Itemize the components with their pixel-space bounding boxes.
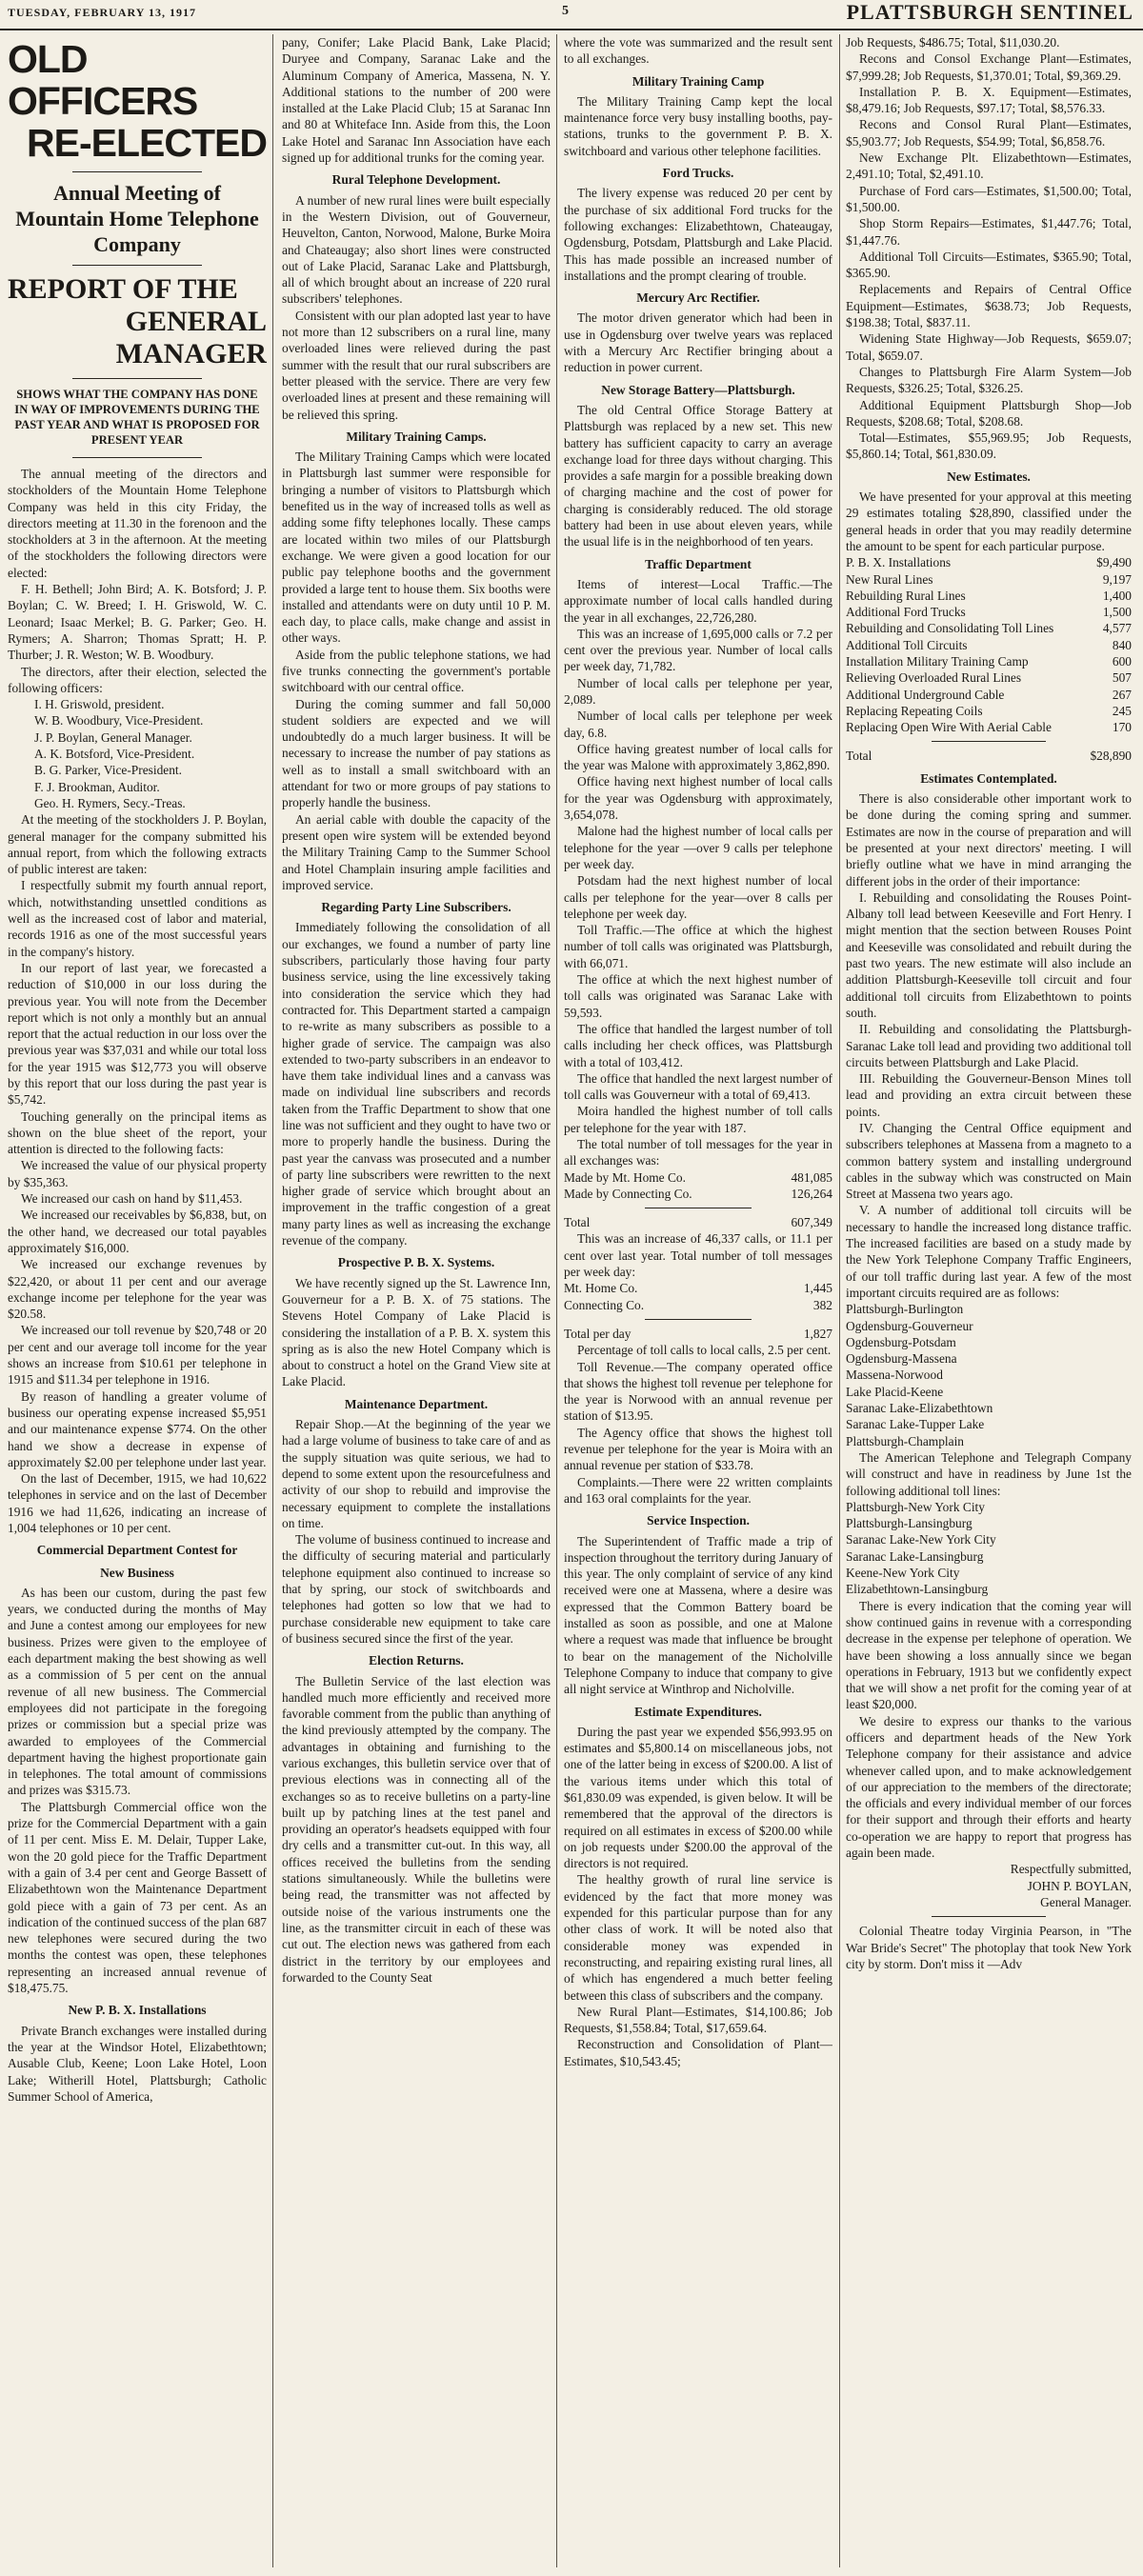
row-label: Rebuilding and Consolidating Toll Lines [846, 621, 1054, 636]
section-heading: Military Training Camp [632, 73, 765, 89]
row-label: Installation Military Training Camp [846, 653, 1029, 669]
paragraph: The livery expense was reduced 20 per cent by the purchase of six additional Ford trucks for the following exchanges: Elizabethtown, Chateaugay, Ogdensburg, Potsdam, Plattsburgh and Lake Placid. This has made possible an increased number of installations and the prompt clearing of trouble. [564, 186, 832, 283]
paragraph: IV. Changing the Central Office equipment and subscribers telephones at Massena from a magneto to a common battery system and installing underground cables in the subway which was constructed on Main Street at Massena two years ago. [846, 1121, 1132, 1202]
paragraph: II. Rebuilding and consolidating the Plattsburgh-Saranac Lake toll lead and providing two additional toll circuits between Plattsburgh and Lake Placid. [846, 1022, 1132, 1069]
row-value: 600 [1112, 653, 1132, 669]
list-item: Ogdensburg-Gouverneur [846, 1318, 973, 1333]
paragraph: Additional Toll Circuits—Estimates, $365.90; Total, $365.90. [846, 249, 1132, 281]
paragraph: We increased our receivables by $6,838, but, on the other hand, we decreased our total payables approximately $16,000. [8, 1208, 267, 1255]
paragraph: Repair Shop.—At the beginning of the year we had a large volume of business to take care of and as the supply situation was quite serious, we had to depend to some extent upon the resourcefulness and activity of our shop to rebuild and improvise the necessary equipment to complete the installations on time. [282, 1417, 551, 1530]
paragraph: Aside from the public telephone stations, we had five trunks connecting the government's portable switchboard with our central office. [282, 647, 551, 695]
row-label: Made by Connecting Co. [564, 1186, 692, 1201]
section-heading: Rural Telephone Development. [331, 172, 501, 188]
paragraph: On the last of December, 1915, we had 10,622 telephones in service and on the last of December 1916 we had 11,626, indicating an increase of 1,004 telephones or 10 per cent. [8, 1471, 267, 1535]
table-row [846, 604, 1132, 620]
masthead [0, 0, 1143, 30]
paragraph: Number of local calls per telephone per week day, 6.8. [564, 709, 832, 740]
table-row [846, 703, 1132, 719]
divider [645, 1319, 752, 1320]
row-label: P. B. X. Installations [846, 555, 952, 570]
paragraph: The directors, after their election, selected the following officers: [8, 664, 267, 695]
table-row [564, 1169, 832, 1186]
column-3 [564, 34, 832, 2567]
paragraph: We desire to express our thanks to the various officers and department heads of the New York Telephone company for their assistance and advice whenever called upon, and to make acknowledgement of our appreciation to the members of the directorate; the officials and every individual member of our forces for their support and through their efforts and hearty co-operation we are happy to report that progress has again been made. [846, 1713, 1132, 1861]
column-rule [839, 34, 840, 2567]
paragraph: We increased our cash on hand by $11,453. [21, 1191, 243, 1207]
list-item: Saranac Lake-Elizabethtown [846, 1401, 993, 1416]
list-item: Saranac Lake-Lansingburg [846, 1548, 984, 1564]
divider [932, 1916, 1046, 1917]
paragraph: The total number of toll messages for the year in all exchanges was: [564, 1137, 832, 1168]
paragraph: The volume of business continued to increase and the difficulty of securing material and particularly telephone equipment also continued to increase so that by spring, our stock of switchboards and telephones had gotten so low that we had to purchase considerable new equipment to take care of business secured since the first of the year. [282, 1532, 551, 1646]
paragraph: The Military Training Camp kept the local maintenance force very busy installing booths, pay-stations, trunks to the government P. B. X. switchboard and various other telephone facilities. [564, 93, 832, 158]
section-heading: Election Returns. [369, 1653, 464, 1668]
section-heading: Estimate Expenditures. [634, 1704, 762, 1719]
paragraph: Changes to Plattsburgh Fire Alarm System—Job Requests, $326.25; Total, $326.25. [846, 364, 1132, 396]
headline-deck: SHOWS WHAT THE COMPANY HAS DONE IN WAY OF IMPROVEMENTS DURING THE PAST YEAR AND WHAT IS PROPOSED FOR PRESENT YEAR [14, 388, 260, 447]
paragraph: Complaints.—There were 22 written complaints and 163 oral complaints for the year. [564, 1474, 832, 1506]
circuit-list [846, 1499, 1132, 1598]
list-item: Plattsburgh-Burlington [846, 1302, 964, 1317]
paragraph: New Exchange Plt. Elizabethtown—Estimates, 2,491.10; Total, $2,491.10. [846, 150, 1132, 182]
paragraph: Office having greatest number of local calls for the year was Malone with approximately 3,862,890. [564, 741, 832, 773]
paragraph: There is also considerable other important work to be done during the coming spring and summer. Estimates are now in the course of preparation and will be presented at your next directors' meeting. I will briefly outline what we have in mind arranging the different jobs in the order of their importance: [846, 791, 1132, 889]
row-label: Additional Underground Cable [846, 687, 1005, 702]
paragraph: This was an increase of 46,337 calls, or 11.1 per cent over last year. Total number of toll messages per week day: [564, 1231, 832, 1280]
paragraph: The Superintendent of Traffic made a trip of inspection throughout the territory during January of this year. The only complaint of service of any kind received were one at Massena, where a desire was expressed that the Common Battery board be installed as soon as possible, and one at Malone where a request was made that influence be brought to bear on the management of the Nicholville Telephone Company to induce that company to give all night service at Winthrop and Nicholville. [564, 1533, 832, 1697]
paragraph: The Plattsburgh Commercial office won the prize for the Commercial Department with a gain of 11 per cent. Miss E. M. Delair, Tupper Lake, won the 20 gold piece for the Traffic Department with a gain of 3.4 per cent and George Bassett of Elizabethtown won the Maintenance Department gold piece with a gain of 73 per cent. As an indication of the continued success of the plan 687 new telephones were secured during the two months the contest was open, these telephones representing an increased annual revenue of $18,475.75. [8, 1799, 267, 1996]
paragraph: Malone had the highest number of local calls per telephone for the year —over 9 calls per telephone per week day. [564, 824, 832, 871]
row-value: 9,197 [1102, 571, 1132, 587]
row-label: Relieving Overloaded Rural Lines [846, 670, 1022, 686]
paragraph: During the past year we expended $56,993.95 on estimates and $5,800.14 on miscellaneous jobs, not one of the latter being in excess of $200.00. A list of the various items under which this total of $61,830.09 was expended, is given below. It will be remembered that the approval of the directors is required on all estimates in excess of $200.00 while on job requests under $200.00 the approval of the directors is not required. [564, 1724, 832, 1871]
paragraph: Percentage of toll calls to local calls, 2.5 per cent. [577, 1343, 832, 1358]
paragraph: There is every indication that the coming year will show continued gains in revenue with a corresponding decrease in the expense per telephone of operation. We have been showing a loss annually since we began operations in February, 1913 but we confidently expect that we will show a net profit for the coming year of at least $20,000. [846, 1598, 1132, 1712]
paragraph: Private Branch exchanges were installed during the year at the Windsor Hotel, Elizabethtown; Ausable Club, Keene; Loon Lake Hotel, Loon Lake; Witherill Hotel, Plattsburgh; Catholic Summer School of America, [8, 2023, 267, 2104]
paragraph: V. A number of additional toll circuits will be necessary to handle the increased long distance traffic. The increased facilities are based on a study made by the New York Telephone Company Traffic Engineers, of our toll traffic during last year. A few of the most important circuits required are as follows: [846, 1203, 1132, 1300]
section-heading: New Business [100, 1565, 174, 1580]
paragraph: As has been our custom, during the past few years, we conducted during the months of May and June a contest among our employees for new business. Prizes were given to the employee of each department making the best showing as well as a commission of 5 per cent on the annual revenue of all new business. The Commercial employees did not participate in the foregoing prizes or commission but a special prize was awarded to employees of the Commercial department having the highest proportionate gain in telephones. The total amount of commissions and prizes was $315.73. [8, 1585, 267, 1798]
column-2 [282, 34, 551, 2567]
paragraph: I. Rebuilding and consolidating the Rouses Point-Albany toll lead between Keeseville and Fort Henry. I might mention that the section between Rouses Point and Keeseville was consolidated and rebuilt during the past two years. The new estimate will also include an addition Plattsburgh-Keeseville toll circuit and four additional toll circuits from Elizabethtown to points south. [846, 889, 1132, 1020]
row-value: 4,577 [1102, 621, 1132, 636]
row-value: 382 [812, 1297, 832, 1312]
paragraph: Potsdam had the next highest number of local calls per telephone for the year—over 8 calls per telephone per week day. [564, 873, 832, 921]
officer-line: B. G. Parker, Vice-President. [34, 763, 182, 778]
officer-line: J. P. Boylan, General Manager. [34, 729, 192, 745]
row-value: 126,264 [791, 1186, 832, 1201]
officer-line: A. K. Botsford, Vice-President. [34, 747, 195, 762]
section-heading: Commercial Department Contest for [36, 1543, 238, 1558]
headline2-line-1: REPORT OF THE [8, 273, 238, 305]
paragraph: Purchase of Ford cars—Estimates, $1,500.00; Total, $1,500.00. [846, 183, 1132, 214]
section-heading: Maintenance Department. [344, 1396, 489, 1411]
subheadline: Annual Meeting of Mountain Home Telephone Company [15, 181, 259, 256]
paragraph: The office that handled the next largest number of toll calls was Gouverneur with a total of 69,413. [564, 1070, 832, 1103]
section-heading: Ford Trucks. [662, 166, 734, 181]
row-label: Mt. Home Co. [564, 1281, 638, 1296]
masthead-paper-name: PLATTSBURGH SENTINEL [846, 0, 1133, 24]
table-row [564, 1297, 832, 1313]
officer-line: F. J. Brookman, Auditor. [34, 779, 160, 794]
row-value: 1,500 [1102, 605, 1132, 620]
section-heading: New Estimates. [947, 469, 1031, 484]
paragraph: The office that handled the largest number of toll calls including her check offices, was Plattsburgh with a total of 103,412. [564, 1021, 832, 1069]
masthead-page-number: 5 [562, 4, 569, 18]
officer-line: W. B. Woodbury, Vice-President. [34, 713, 204, 729]
paragraph: The healthy growth of rural line service is evidenced by the fact that more money was expended for this particular purpose than for any other class of work. It will be noted also that considerable money was expended in reconstructing, and repairing existing rural lines, all of which has engendered a much better feeling between this class of subscribers and the company. [564, 1872, 832, 2003]
table-row [846, 719, 1132, 735]
row-value: 170 [1112, 720, 1132, 735]
row-label: Made by Mt. Home Co. [564, 1169, 686, 1185]
officer-line: I. H. Griswold, president. [34, 697, 165, 712]
list-item: Lake Placid-Keene [846, 1384, 944, 1399]
table-row [846, 669, 1132, 686]
paragraph: Consistent with our plan adopted last year to have not more than 12 subscribers on a rural line, many overloaded lines were relieved during the past summer with the result that our rural subscribers are better pleased with the service. There are very few overloaded lines at present and these remaining will be relieved this spring. [282, 308, 551, 422]
row-label: Total [564, 1215, 591, 1230]
paragraph: Immediately following the consolidation of all our exchanges, we found a number of party line subscribers, particularly those having four party business service, using the line excessively taking into consideration the service which they had contracted for. This Department started a campaign to re-write as many subscribers as possible to a higher grade of service. The campaign was also extended to two-party subscribers in an endeavor to have them take individual lines and a canvass was made on individual line subscribers and records taken from the Traffic Department to show that one line was not sufficient and they ought to have two or more to properly handle the business. During the past year the canvass was prosecuted and a number of party line subscribers were rewritten to the next higher grade of service which brought about an improvement in the traffic congestion of a great many party lines as well as increasing the exchange revenue of the company. [282, 920, 551, 1248]
list-item: Saranac Lake-Tupper Lake [846, 1417, 985, 1432]
table-row [846, 554, 1132, 570]
section-heading: Prospective P. B. X. Systems. [337, 1255, 495, 1270]
paragraph: III. Rebuilding the Gouverneur-Benson Mines toll lead and providing an extra circuit between these points. [846, 1071, 1132, 1119]
paragraph: pany, Conifer; Lake Placid Bank, Lake Placid; Duryee and Company, Saranac Lake and the Aluminum Company of America, Massena, N. Y. Additional stations to the number of 200 were installed at the Lake Placid Club; 15 at Saranac Inn and 80 at Whiteface Inn. Aside from this, the Loon Lake Hotel and Saranac Inn Association have each signed up for additional trunks for the coming year. [282, 35, 551, 166]
table-row [846, 687, 1132, 703]
section-heading: New P. B. X. Installations [68, 2003, 207, 2018]
divider [72, 457, 202, 458]
row-value: 507 [1112, 670, 1132, 686]
row-value: 1,827 [803, 1326, 832, 1341]
paragraph: Toll Traffic.—The office at which the highest number of toll calls was originated was Plattsburgh, with 66,071. [564, 923, 832, 970]
advertisement: Colonial Theatre today Virginia Pearson, in "The War Bride's Secret" The photoplay that took New York city by storm. Don't miss it —Adv [846, 1924, 1132, 1971]
masthead-date: TUESDAY, FEBRUARY 13, 1917 [8, 6, 196, 19]
paragraph: A number of new rural lines were built especially in the Western Division, out of Gouverneur, Heuvelton, Canton, Norwood, Malone, Burke Moira and Chateaugay; also short lines were constructed out of Lake Placid, Saranac Lake and Plattsburgh, all of which brought about an increase of 220 rural subscribers' telephones. [282, 192, 551, 307]
paragraph: An aerial cable with double the capacity of the present open wire system will be extended beyond the Military Training Camp to the Summer School and Hotel Champlain insuring ample facilities and improved service. [282, 811, 551, 892]
paragraph: Moira handled the highest number of toll calls per telephone for the year with 187. [564, 1104, 832, 1135]
paragraph: The office at which the next highest number of toll calls was originated was Saranac Lake with 59,593. [564, 972, 832, 1020]
circuit-list [846, 1301, 1132, 1449]
table-row [846, 637, 1132, 653]
section-heading: Regarding Party Line Subscribers. [321, 900, 511, 915]
section-heading: Military Training Camps. [346, 429, 487, 444]
row-value: $9,490 [1096, 555, 1132, 570]
list-item: Plattsburgh-Champlain [846, 1433, 964, 1448]
paragraph: Total—Estimates, $55,969.95; Job Requests, $5,860.14; Total, $61,830.09. [846, 430, 1132, 462]
paragraph: Reconstruction and Consolidation of Plant—Estimates, $10,543.45; [564, 2037, 832, 2068]
paragraph: Recons and Consol Exchange Plant—Estimates, $7,999.28; Job Requests, $1,370.01; Total, $9,369.29. [846, 51, 1132, 83]
column-1 [8, 34, 267, 2567]
paragraph: By reason of handling a greater volume of business our operating expense increased $5,951 and our maintenance expense $774. On the other hand we show a decrease in expense of approximately $2.00 per telephone under last year. [8, 1388, 267, 1469]
row-label: New Rural Lines [846, 571, 933, 587]
row-label: Additional Ford Trucks [846, 605, 966, 620]
paragraph: We increased our toll revenue by $20,748 or 20 per cent and our average toll income for the year shows an increase from $10.61 per telephone in 1915 and $11.34 per telephone in 1916. [8, 1323, 267, 1388]
table-row [846, 588, 1132, 604]
paragraph: New Rural Plant—Estimates, $14,100.86; Job Requests, $1,558.84; Total, $17,659.64. [564, 2004, 832, 2036]
section-heading: Estimates Contemplated. [920, 770, 1057, 786]
signature-title: General Manager. [1040, 1894, 1132, 1909]
section-heading: Service Inspection. [647, 1513, 750, 1528]
paragraph: In our report of last year, we forecasted a reduction of $10,000 in our loss during the previous year. You will note from the December report which is not only a monthly but an annual report that the actual reduction in our loss over the previous year was $37,031 and while our total loss for the year 1915 was $12,773 you will observe by this report that our loss during the past year is $5,742. [8, 960, 267, 1108]
divider [72, 171, 202, 172]
paragraph: The old Central Office Storage Battery at Plattsburgh was replaced by a new set. This new battery has sufficient capacity to carry an average exchange load for three days without charging. This provides a safe margin for a possible breaking down of charging machine and the cost of power for charging is considerably reduced. The old storage battery had been in use about eleven years, while the usual life is in the neighborhood of ten years. [564, 402, 832, 549]
paragraph: The American Telephone and Telegraph Company will construct and have in readiness by June 1st the following additional toll lines: [846, 1449, 1132, 1498]
row-value: $28,890 [1090, 749, 1132, 764]
list-item: Keene-New York City [846, 1566, 960, 1581]
row-value: 245 [1112, 703, 1132, 718]
estimates-table [846, 554, 1132, 735]
headline-line-1: OLD OFFICERS [8, 37, 198, 123]
paragraph: The Agency office that shows the highest toll revenue per telephone for the year is Moira with an annual revenue per station of $33.78. [564, 1425, 832, 1473]
table-row [564, 1280, 832, 1296]
list-item: Plattsburgh-Lansingburg [846, 1516, 973, 1531]
divider [72, 378, 202, 379]
officer-line: Geo. H. Rymers, Secy.-Treas. [34, 795, 186, 810]
row-label: Connecting Co. [564, 1297, 645, 1312]
table-total-row [564, 1326, 832, 1342]
paragraph: Number of local calls per telephone per year, 2,089. [564, 675, 832, 707]
column-rule [556, 34, 557, 2567]
paragraph: Touching generally on the principal items as shown on the blue sheet of the report, your attention is directed to the following facts: [8, 1108, 267, 1157]
paragraph: Job Requests, $486.75; Total, $11,030.20. [846, 35, 1060, 50]
row-value: 481,085 [791, 1169, 832, 1185]
paragraph: Shop Storm Repairs—Estimates, $1,447.76; Total, $1,447.76. [846, 216, 1132, 248]
row-value: 1,400 [1102, 588, 1132, 603]
paragraph: We have recently signed up the St. Lawrence Inn, Gouverneur for a P. B. X. of 75 stations. The Stevens Hotel Company of Lake Placid is considering the installation of a P. B. X. system this spring as is also the new Hotel Company which is about to construct a hotel on the Grand View site at Lake Placid. [282, 1275, 551, 1389]
table-row [846, 620, 1132, 636]
list-item: Ogdensburg-Massena [846, 1351, 957, 1367]
signature-line: Respectfully submitted, [1010, 1862, 1132, 1877]
paragraph: Additional Equipment Plattsburgh Shop—Job Requests, $208.68; Total, $208.68. [846, 397, 1132, 429]
table-total-row [564, 1214, 832, 1230]
list-item: Plattsburgh-New York City [846, 1499, 985, 1514]
paragraph: The Bulletin Service of the last election was handled much more efficiently and received more favorable comment from the public than anything of the kind previously attempted by the company. The advantages in obtaining and furnishing to the various exchanges, this bulletin service over that of previous elections was in connecting all of the exchanges so as to receive bulletins on a party-line built up by patching lines at the test panel and providing an operator's headsets equipped with four dry cells and a transmitter cut-out. In this way, all offices received the bulletins from the sending stations simultaneously. While the bulletins were being read, the transmitter was not affected by outside noise of the various instruments one the line, as the transmitter circuit in each of these was cut out. The election news was gathered from each district in the territory by our employees and forwarded to the County Seat [282, 1673, 551, 1985]
list-item: Saranac Lake-New York City [846, 1532, 996, 1548]
headline-line-2: RE-ELECTED [27, 121, 267, 165]
headline2-line-2: GENERAL MANAGER [115, 306, 267, 369]
paragraph: I respectfully submit my fourth annual report, which, notwithstanding unsettled conditions as well as the increased cost of labor and material, records 1916 as one of the most successful years in the company's history. [8, 878, 267, 959]
row-value: 840 [1112, 637, 1132, 652]
list-item: Ogdensburg-Potsdam [846, 1334, 956, 1349]
row-value: 1,445 [803, 1281, 832, 1296]
paragraph: Toll Revenue.—The company operated office that shows the highest toll revenue per telephone for the year is Norwood with an annual revenue per station of $13.95. [564, 1359, 832, 1424]
paragraph: The Military Training Camps which were located in Plattsburgh last summer were responsible for bringing a number of visitors to Plattsburgh which benefited us in the way of increased tolls as well as adding some fifty telephones locally. These camps are located within two miles of our Plattsburgh exchange. We were given a good location for our public pay telephone booths and the government provided a large tent to house them. Six booths were installed and attendants were on duty until 10 P. M. each day, to place calls, make change and assist in other ways. [282, 449, 551, 646]
paragraph: During the coming summer and fall 50,000 student soldiers are expected and we will undoubtedly do a much larger business. It will be necessary to increase the number of pay stations as well as to install a small switchboard with an attendant for two or more groups of pay stations to properly handle the business. [282, 696, 551, 810]
table-row [846, 653, 1132, 669]
signature-name: JOHN P. BOYLAN, [1027, 1878, 1132, 1893]
paragraph: We increased the value of our physical property by $35,363. [8, 1158, 267, 1189]
row-label: Additional Toll Circuits [846, 637, 968, 652]
section-heading: Mercury Arc Rectifier. [636, 290, 760, 306]
row-label: Rebuilding Rural Lines [846, 588, 966, 603]
section-heading: Traffic Department [645, 556, 752, 571]
divider [932, 741, 1046, 742]
paragraph: This was an increase of 1,695,000 calls or 7.2 per cent over the previous year. Number of local calls per week day, 71,782. [564, 626, 832, 674]
list-item: Elizabethtown-Lansingburg [846, 1582, 989, 1597]
table-row [564, 1186, 832, 1202]
row-value: 267 [1112, 687, 1132, 702]
table-row [846, 571, 1132, 588]
paragraph: We have presented for your approval at this meeting 29 estimates totaling $28,890, classified under the general heads in order that you may readily determine the amount to be spent for each particular purpose. [846, 489, 1132, 553]
paragraph: Replacements and Repairs of Central Office Equipment—Estimates, $638.73; Job Requests, $198.38; Total, $837.11. [846, 282, 1132, 330]
row-value: 607,349 [791, 1215, 832, 1230]
list-item: Massena-Norwood [846, 1368, 943, 1383]
paragraph: Recons and Consol Rural Plant—Estimates, $5,903.77; Job Requests, $54.99; Total, $6,858.76. [846, 117, 1132, 149]
row-label: Replacing Open Wire With Aerial Cable [846, 720, 1052, 735]
divider [72, 265, 202, 266]
paragraph: Items of interest—Local Traffic.—The approximate number of local calls handled during the year in all exchanges, 22,726,280. [564, 576, 832, 625]
column-rule [272, 34, 273, 2567]
row-label: Total [846, 749, 872, 764]
paragraph: Widening State Highway—Job Requests, $659.07; Total, $659.07. [846, 331, 1132, 363]
paragraph: Office having next highest number of local calls for the year was Ogdensburg with approximately, 3,654,078. [564, 774, 832, 823]
paragraph: where the vote was summarized and the result sent to all exchanges. [564, 35, 832, 67]
paragraph: The annual meeting of the directors and stockholders of the Mountain Home Telephone Company was held in this city Friday, the directors meeting at 11.30 in the forenoon and the stockholders at 3 in the afternoon. At the meeting of the stockholders the following directors were elected: [8, 467, 267, 580]
column-4 [846, 34, 1132, 2567]
paragraph: Installation P. B. X. Equipment—Estimates, $8,479.16; Job Requests, $97.17; Total, $8,576.33. [846, 84, 1132, 116]
table-total-row [846, 748, 1132, 764]
paragraph: At the meeting of the stockholders J. P. Boylan, general manager for the company submitted his annual report, from which the following extracts of public interest are taken: [8, 812, 267, 877]
paragraph: The motor driven generator which had been in use in Ogdensburg over twelve years was replaced with a Mercury Arc Rectifier bringing about a reduction in power current. [564, 310, 832, 375]
paragraph: F. H. Bethell; John Bird; A. K. Botsford; J. P. Boylan; C. W. Breed; I. H. Griswold, W. C. Leonard; Isaac Merkel; B. G. Parker; Geo. H. Rymers; A. Sharron; Thomas Spratt; H. P. Thurber; J. R. Weston; W. B. Woodbury. [8, 582, 267, 663]
row-label: Total per day [564, 1326, 632, 1341]
paragraph: We increased our exchange revenues by $22,420, or about 11 per cent and our average exchange income per telephone for the year was $20.58. [8, 1257, 267, 1322]
row-label: Replacing Repeating Coils [846, 703, 983, 718]
section-heading: New Storage Battery—Plattsburgh. [601, 382, 795, 397]
